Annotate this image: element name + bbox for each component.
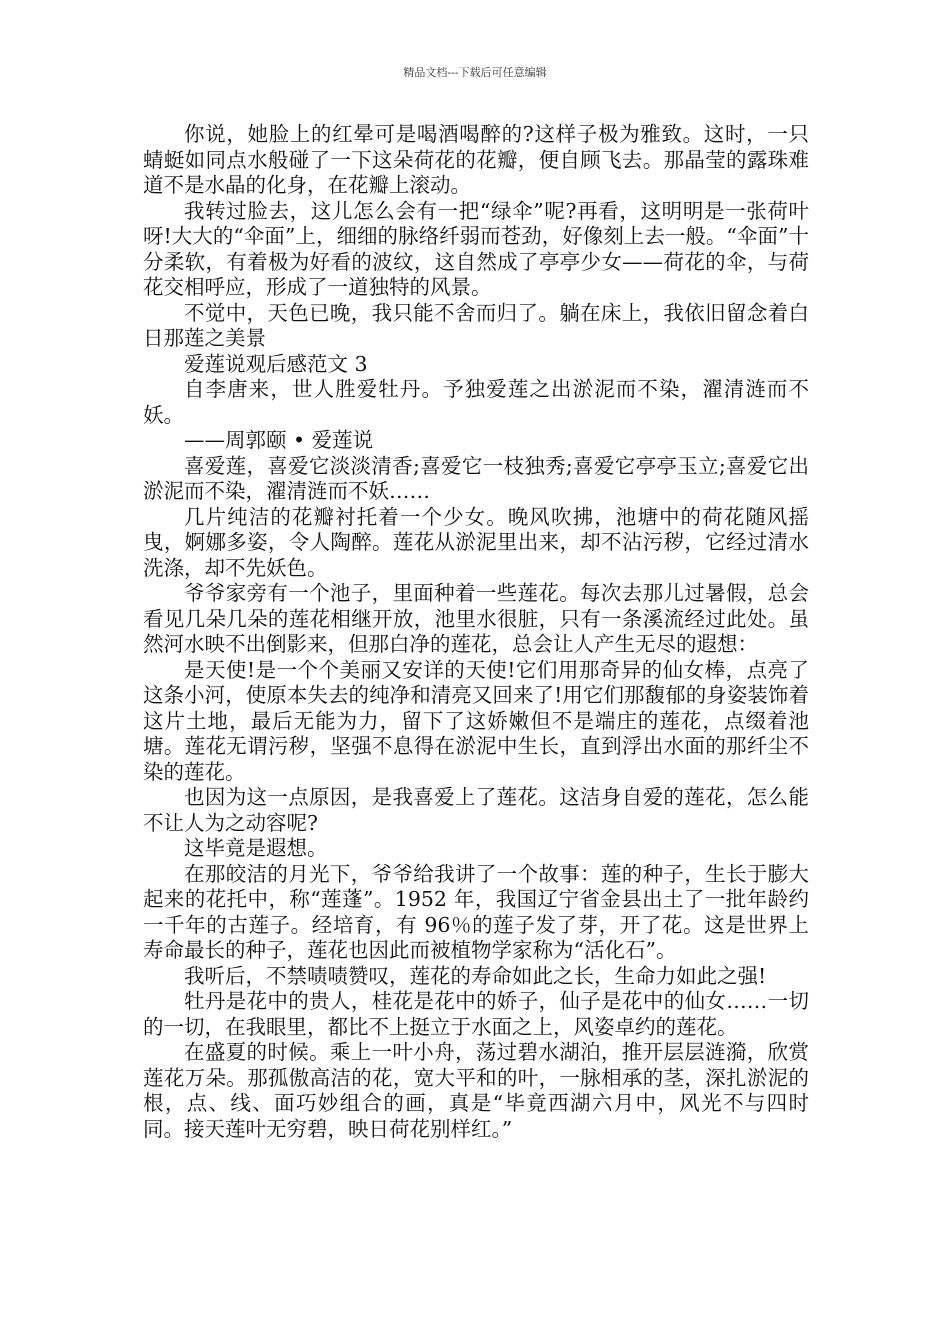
document-body (143, 122, 809, 1142)
paragraph-1: 你说，她脸上的红晕可是喝酒喝醉的?这样子极为雅致。这时，一只蜻蜓如同点水般碰了一下这朵荷花的花瓣，便自顾飞去。那晶莹的露珠难道不是水晶的化身，在花瓣上滚动。 (143, 122, 809, 197)
section-title: 爱莲说观后感范文 3 (184, 351, 368, 376)
paragraph-11: 也因为这一点原因，是我喜爱上了莲花。这洁身自爱的莲花，怎么能不让人为之动容呢? (143, 785, 809, 835)
paragraph-13: 在那皎洁的月光下，爷爷给我讲了一个故事：莲的种子，生长于膨大起来的花托中，称“莲蓬”。1952 年，我国辽宁省金县出土了一批年龄约一千年的古莲子。经培育，有 96％的莲子发了芽，开了花。这是世界上寿命最长的种子，莲花也因此而被植物学家称为“活化石”。 (143, 861, 809, 962)
paragraph-8: 几片纯洁的花瓣衬托着一个少女。晚风吹拂，池塘中的荷花随风摇曳，婀娜多姿，令人陶醉。莲花从淤泥里出来，却不沾污秽，它经过清水洗涤，却不先妖色。 (143, 504, 809, 580)
paragraph-3: 不觉中，天色已晚，我只能不舍而归了。躺在床上，我依旧留念着白日那莲之美景 (143, 300, 809, 350)
paragraph-7: 喜爱莲，喜爱它淡淡清香;喜爱它一枝独秀;喜爱它亭亭玉立;喜爱它出淤泥而不染，濯清涟而不妖…… (143, 453, 809, 503)
paragraph-10: 是天使!是一个个美丽又安详的天使!它们用那奇异的仙女棒，点亮了这条小河，使原本失去的纯净和清亮又回来了!用它们那馥郁的身姿装饰着这片土地，最后无能为力，留下了这娇嫩但不是端庄的莲花，点缀着池塘。莲花无谓污秽，坚强不息得在淤泥中生长，直到浮出水面的那纤尘不染的莲花。 (143, 657, 809, 784)
paragraph-2: 我转过脸去，这儿怎么会有一把“绿伞”呢?再看，这明明是一张荷叶呀!大大的“伞面”上，细细的脉络纤弱而苍劲，好像刻上去一般。“伞面”十分柔软，有着极为好看的波纹，这自然成了亭亭少女——荷花的伞，与荷花交相呼应，形成了一道独特的风景。 (143, 198, 809, 299)
paragraph-12: 这毕竟是遐想。 (184, 836, 328, 860)
paragraph-16: 在盛夏的时候。乘上一叶小舟，荡过碧水湖泊，推开层层涟漪，欣赏莲花万朵。那孤傲高洁的花，宽大平和的叶，一脉相承的茎，深扎淤泥的根，点、线、面巧妙组合的画，真是“毕竟西湖六月中，风光不与四时同。接天莲叶无穷碧，映日荷花别样红。” (143, 1040, 809, 1141)
page-header: 精品文档---下载后可任意编辑 (403, 66, 547, 79)
paragraph-15: 牡丹是花中的贵人，桂花是花中的娇子，仙子是花中的仙女……一切的一切，在我眼里，都比不上挺立于水面之上，风姿卓约的莲花。 (143, 989, 809, 1039)
paragraph-9: 爷爷家旁有一个池子，里面种着一些莲花。每次去那儿过暑假，总会看见几朵几朵的莲花相继开放，池里水很脏，只有一条溪流经过此处。虽然河水映不出倒影来，但那白净的莲花，总会让人产生无尽的遐想： (143, 581, 809, 656)
quote-attribution: ——周郭颐 • 爱莲说 (184, 428, 374, 452)
paragraph-14: 我听后，不禁啧啧赞叹，莲花的寿命如此之长，生命力如此之强! (184, 963, 767, 988)
quote-text: 自李唐来，世人胜爱牡丹。予独爱莲之出淤泥而不染，濯清涟而不妖。 (143, 377, 809, 427)
